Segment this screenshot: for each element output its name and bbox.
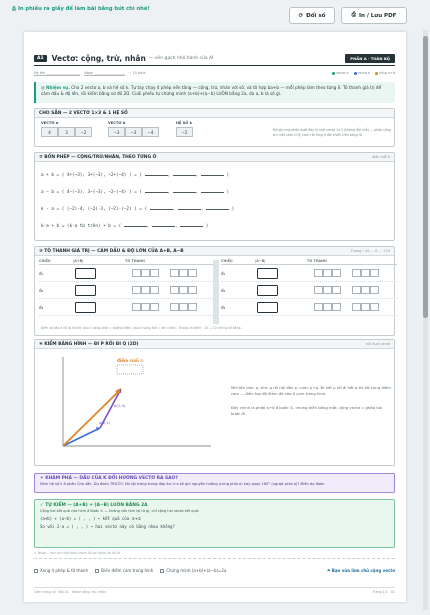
target-icon: ◎	[41, 85, 46, 90]
self-check-text: Cộng hai kết quả của hình ở Bước ① — không cần tính lại từ gì, chỉ cộng hai vectơ kết quả:	[40, 509, 200, 513]
given-note: Để giữ mọi phép dưới đây là một vectơ 1×3 (không đổi chỗ) — phép cộng trừ một cách tỉ lệ, tách rời từng ô đối chiếu trên bảng lô.	[273, 128, 391, 137]
answer-box[interactable]	[75, 285, 96, 296]
table-row: d₃	[221, 299, 397, 316]
check-icon: ✓	[40, 503, 46, 508]
column-divider	[213, 260, 219, 324]
checklist-item[interactable]: Xong 4 phép & tô thanh	[34, 568, 88, 573]
legend-b: vectơ b	[354, 71, 371, 75]
date-field[interactable]: Ngày __________________	[84, 70, 125, 75]
printer-icon: ⎙	[351, 12, 356, 18]
page-subtitle: — vẽn gạch nhỏ hành của AI	[148, 56, 214, 61]
equation-combo: k·a + b = (k·a từ trên) + b = ( , , )	[41, 224, 209, 229]
answer-box[interactable]	[257, 302, 278, 313]
table-row: d₁	[39, 265, 215, 282]
sec4-title: ④ KIỂM BẰNG HÌNH — ĐI P RỒI ĐI Q (2D)	[39, 341, 139, 347]
bulb-icon: ✦	[40, 476, 46, 481]
mission-box: ◎ Nhiệm vụ. Cho 2 vectơ a, b và hệ số k. Tự tay chạy 4 phép nền tảng — cộng, trừ, nhân với số, và tô hợp ba+b — mỗi phép làm theo từng ô. Tô thanh giá trị để cảm dấu & độ lớn, rồi kiểm bằng sơ đồ 2D. Cuối phiếu tự chứng minh (a+b)+(a−b) LUÔN bằng 2a, dù a, b là số gì.	[34, 82, 395, 103]
progress-checklist	[34, 566, 395, 575]
print-note: ⎙ In phiếu ra giấy để làm bài bằng bút chì nhé!	[12, 6, 150, 12]
vector-a: VECTƠ a 4 3 −2	[41, 121, 92, 137]
table-row: d₃	[39, 299, 215, 316]
page-title: Vectơ: cộng, trừ, nhân	[51, 54, 146, 63]
table-row: d₂	[39, 282, 215, 299]
completion-label: ⚑ Bạn vừa làm chủ cộng vectơ	[326, 568, 395, 573]
scratch-notes[interactable]: ✎ Nháp – nếu ghi nhớ hoặc tránh lỗi sai bằng lời lãi từ	[34, 551, 395, 559]
checkbox[interactable]	[95, 569, 99, 573]
sec3-footnote: Điền số vào ô rồi tô thanh: qua 0 sang phải = dương (bên), qua 0 sang trái = âm (cam). Thang chỉ định · 10 → 10 nhé tự tô bằng.	[41, 326, 242, 330]
vec-a-cell: 4	[41, 127, 58, 137]
swap-numbers-button[interactable]: ⟳ Đổi số	[289, 7, 335, 24]
sec2-title: ② BỐN PHÉP — CỘNG/TRỪ/NHÂN, THEO TỪNG Ô	[39, 154, 157, 160]
answer-box[interactable]	[257, 268, 278, 279]
vec-b-cell: −4	[142, 127, 159, 137]
flag-icon: ⚑	[326, 568, 332, 573]
equation-scale: k · a = ( (−2)·4, (−2)·3, (−2)·(−2) ) = ( , , )	[41, 207, 235, 212]
vector-diagram	[41, 351, 221, 466]
self-check-box: ✓ TỰ KIỂM — (A+B) + (A−B) LUÔN BẰNG 2A Cộng hai kết quả của hình ở Bước ① — không cần tính lại từ gì, chỉ cộng hai vectơ kết quả: (a+b) + (a−b) = ( , , ) ← kết quả của ①+① So với 2·a = ( , , ) → hai vectơ này có bằng nhau không?	[34, 499, 395, 548]
vector-sum-arrow	[63, 391, 119, 446]
endpoint-label: điểm cuối ①	[117, 358, 144, 363]
swap-icon: ⟳	[298, 12, 304, 19]
equation-sum: a + b = ( 4+(−3), 3+(−3), −2+(−4) ) = ( , , )	[41, 173, 230, 178]
legend-a: vectơ a	[332, 71, 349, 75]
answer-box[interactable]	[75, 302, 96, 313]
diagram-description: Mũi tên lam: p, tím: q rồi nối đầu p, cam: p+q. Đi hết p rồi đi hết q thì tới cùng điểm cam — điển toạ độ điểm đó vào ô cam trong hình.	[231, 385, 391, 396]
answer-box[interactable]	[257, 285, 278, 296]
page-footer	[34, 587, 395, 595]
scrollbar[interactable]	[423, 30, 428, 610]
worksheet-page	[24, 32, 406, 602]
explore-box: ✦ KHÁM PHÁ — DẤU CỦA K ĐỔI HƯỚNG VECTƠ RA SAO? Nhìn hệ số k ở phần Cho sẵn. Dự đoán TRƯỚC khi lật trang trong đáp án: k·a sẽ giữ nguyên hướng (cùng phía a) hay quay 180° (ngược phía a)? Điền dự đoán	[34, 473, 395, 493]
sheet-header	[34, 52, 395, 66]
vector-b: VECTƠ b −3 −3 −4	[108, 121, 159, 137]
table-sum: CHIỀU |A+B| TÔ THANH d₁ d₂ d₃	[39, 259, 215, 316]
printer-icon: ⎙	[12, 6, 18, 12]
four-operations-card	[34, 152, 395, 241]
color-legend	[332, 71, 395, 75]
vec-b-cell: −3	[125, 127, 142, 137]
table-row: d₂	[221, 282, 397, 299]
checklist-item[interactable]: Điền điểm cam trong hình	[95, 568, 153, 573]
print-button[interactable]: ⎙ In / Lưu PDF	[341, 7, 407, 24]
checkbox[interactable]	[160, 569, 164, 573]
given-title: CHO SẴN — 2 VECTƠ 1×3 & 1 HỆ SỐ	[39, 110, 128, 116]
vec-a-cell: 3	[58, 127, 75, 137]
sec3-scale: Thang −10 … 0 … +10	[350, 249, 390, 253]
sec4-hint: nối đuôi vectơ	[366, 342, 390, 346]
self-check-line-2: So với 2·a = ( , , ) → hai vectơ này có bằng nhau không?	[40, 524, 175, 529]
table-diff: CHIỀU |A−B| TÔ THANH d₁ d₂ d₃	[221, 259, 397, 316]
vector-q-label: q(2,1)	[99, 420, 111, 425]
footer-right: Trang 1/1 · A1	[372, 589, 395, 594]
diagram-description-2: Đây chính là phép a+b ở bước ①, nhưng diễn bằng mắt: cộng vectơ = ghép hai bước đi.	[231, 405, 383, 416]
pencil-icon: ✎	[34, 551, 38, 555]
footer-left: Cảm trang cổ · Bài A1 · Vectơ cộng, trừ, nhân	[34, 589, 107, 594]
top-toolbar	[0, 0, 430, 31]
vec-b-cell: −3	[108, 127, 125, 137]
lesson-badge: A1	[34, 55, 47, 62]
endpoint-answer-box	[117, 365, 143, 374]
k-cell: −2	[176, 127, 193, 137]
graph-check-card	[34, 339, 395, 466]
sec2-hint: điền mỗi ô	[372, 155, 390, 159]
checkbox[interactable]	[34, 569, 38, 573]
legend-sum: tổng a+b	[375, 71, 395, 75]
sec3-title: ③ TÔ THANH GIÁ TRỊ — CẢM DẤU & ĐỘ LỚN CỦA A+B, A−B	[39, 248, 184, 254]
table-row: d₁	[221, 265, 397, 282]
checklist-item[interactable]: Chứng minh (a+b)+(a−b)=2a	[160, 568, 226, 573]
equation-diff: a − b = ( 4−(−3), 3−(−3), −2−(−4) ) = ( , , )	[41, 190, 230, 195]
time-estimate: ~ 15 phút	[128, 71, 146, 75]
name-field[interactable]: Họ tên ____________________	[34, 70, 81, 75]
self-check-line-1: (a+b) + (a−b) = ( , , ) ← kết quả của ①+①	[40, 516, 142, 521]
meta-row	[34, 69, 395, 77]
vector-q-arrow	[63, 428, 100, 446]
scrollbar-thumb[interactable]	[423, 36, 428, 318]
scalar-k: HỆ SỐ k −2	[176, 121, 193, 137]
vec-a-cell: −2	[75, 127, 92, 137]
answer-box[interactable]	[75, 268, 96, 279]
section-tag: PHẦN A · TOÀN BỘ	[345, 54, 395, 63]
given-card	[34, 108, 395, 147]
mission-text: Cho 2 vectơ a, b và hệ số k. Tự tay chạy 4 phép nền tảng — cộng, trừ, nhân với số, và tô hợp ba+b — mỗi phép làm theo từng ô. Tô thanh giá trị để cảm dấu & độ lớn, rồi kiểm bằng sơ đồ 2D. Cuối phiếu tự chứng minh (a+b)+(a−b) LUÔN bằng 2a, dù a, b là số gì.	[41, 85, 382, 96]
vector-p-label: p(1,4)	[114, 403, 126, 408]
explore-text: Nhìn hệ số k ở phần Cho sẵn. Dự đoán TRƯỚC khi lật trang trong đáp án: k·a sẽ giữ nguyên hướng (cùng phía a) hay quay 180° (ngược phía a)? Điền dự đoán	[40, 482, 325, 486]
